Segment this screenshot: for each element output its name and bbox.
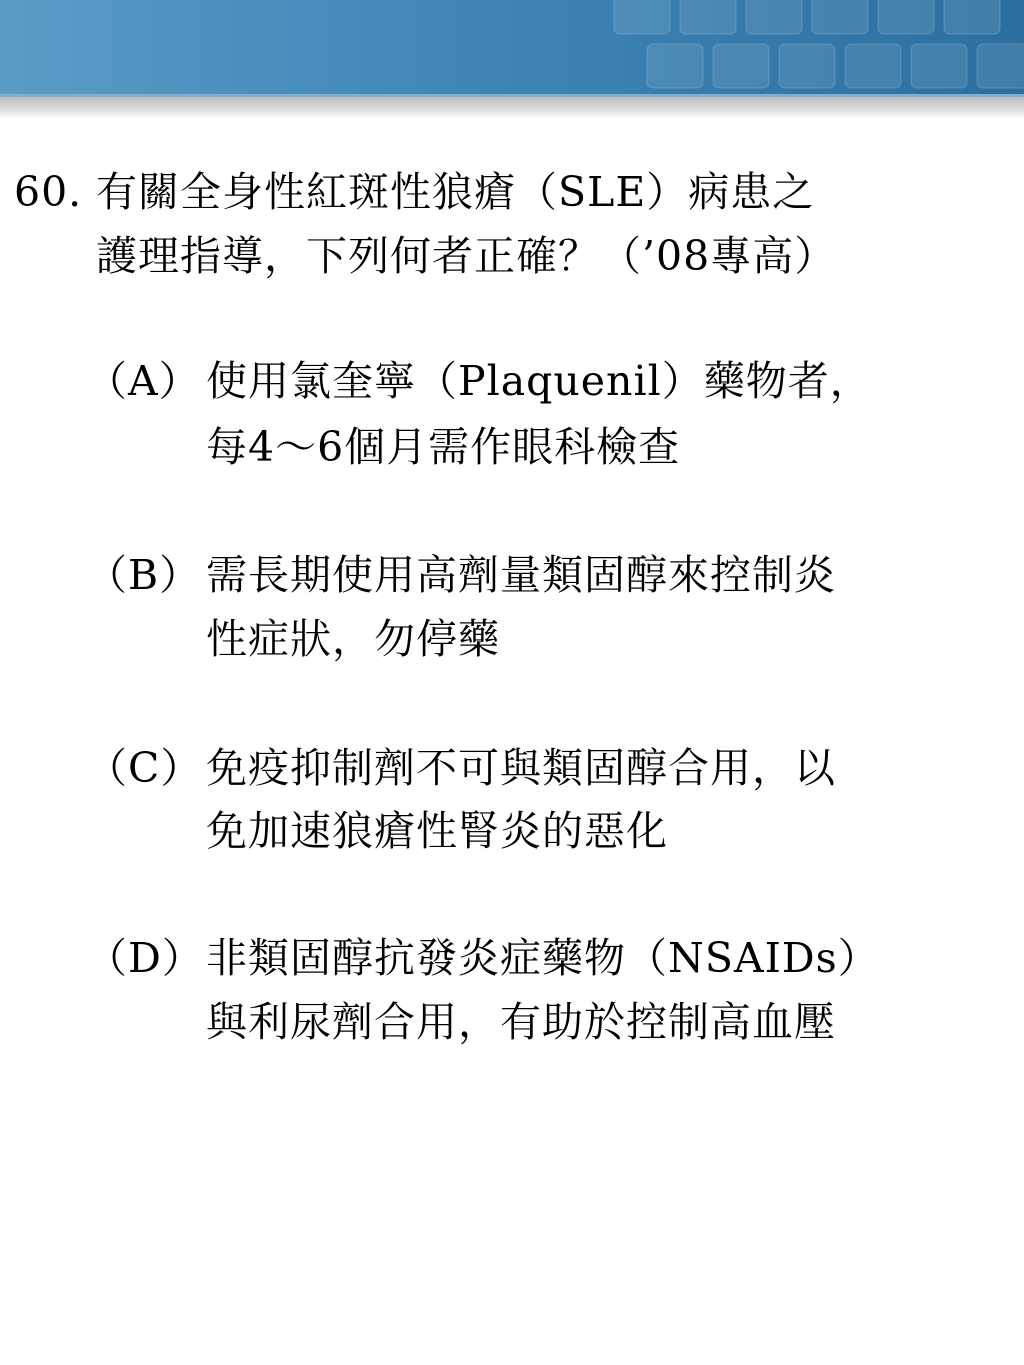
option-a-text-line-1: 使用氯奎寧（Plaquenil）藥物者， — [206, 357, 872, 405]
option-d-label: （D） — [86, 934, 204, 982]
option-d-text-line-1: 非類固醇抗發炎症藥物（NSAIDs） — [206, 934, 880, 982]
option-c-text-line-1: 免疫抑制劑不可與類固醇合用，以 — [206, 744, 836, 792]
option-c-label: （C） — [86, 744, 203, 792]
question-text-line-1: 有關全身性紅斑性狼瘡（SLE）病患之 — [96, 168, 815, 216]
option-c-text-line-2: 免加速狼瘡性腎炎的惡化 — [206, 807, 668, 855]
question-number: 60. — [14, 168, 83, 216]
question-text-line-2: 護理指導，下列何者正確？（’08專高） — [96, 232, 837, 280]
option-b-text-line-1: 需長期使用高劑量類固醇來控制炎 — [206, 551, 836, 599]
option-a-label: （A） — [86, 357, 201, 405]
option-d-text-line-2: 與利尿劑合用，有助於控制高血壓 — [206, 998, 836, 1046]
option-a-text-line-2: 每4～6個月需作眼科檢查 — [206, 423, 681, 471]
option-b-label: （B） — [86, 551, 202, 599]
option-b-text-line-2: 性症狀，勿停藥 — [206, 615, 500, 663]
